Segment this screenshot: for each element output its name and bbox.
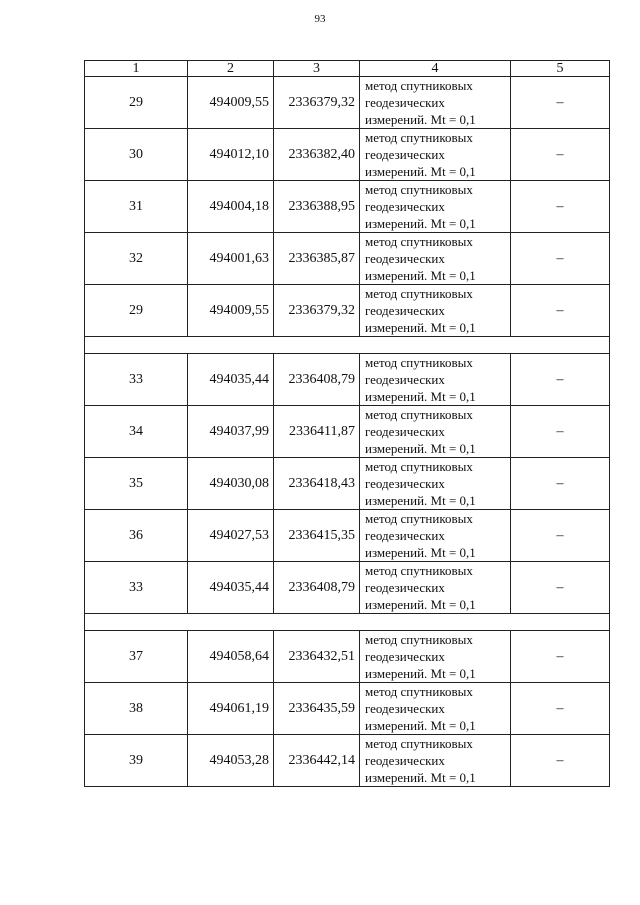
point-number-cell: 30 xyxy=(85,129,188,181)
method-cell xyxy=(360,129,511,181)
table-row xyxy=(85,354,610,406)
y-coordinate-cell: 2336408,79 xyxy=(274,562,360,614)
method-text-line: метод спутниковых xyxy=(365,511,473,526)
method-cell xyxy=(360,406,511,458)
method-text-line: метод спутниковых xyxy=(365,78,473,93)
x-coordinate-cell: 494027,53 xyxy=(188,510,274,562)
note-cell: – xyxy=(511,233,610,285)
method-text-line: метод спутниковых xyxy=(365,563,473,578)
method-cell xyxy=(360,510,511,562)
note-cell: – xyxy=(511,510,610,562)
method-text-line: измерений. Mt = 0,1 xyxy=(365,112,476,127)
note-cell: – xyxy=(511,631,610,683)
note-cell: – xyxy=(511,735,610,787)
x-coordinate-cell: 494037,99 xyxy=(188,406,274,458)
method-text-line: геодезических xyxy=(365,580,445,595)
table-row xyxy=(85,735,610,787)
table-row xyxy=(85,562,610,614)
method-text-line: метод спутниковых xyxy=(365,130,473,145)
note-cell: – xyxy=(511,683,610,735)
method-text-line: геодезических xyxy=(365,303,445,318)
table-row xyxy=(85,285,610,337)
method-text-line: геодезических xyxy=(365,199,445,214)
method-text-line: геодезических xyxy=(365,372,445,387)
coordinates-table xyxy=(84,60,610,787)
x-coordinate-cell: 494001,63 xyxy=(188,233,274,285)
y-coordinate-cell: 2336442,14 xyxy=(274,735,360,787)
y-coordinate-cell: 2336388,95 xyxy=(274,181,360,233)
point-number-cell: 39 xyxy=(85,735,188,787)
method-text-line: измерений. Mt = 0,1 xyxy=(365,268,476,283)
x-coordinate-cell: 494035,44 xyxy=(188,562,274,614)
method-text-line: геодезических xyxy=(365,649,445,664)
method-text-line: измерений. Mt = 0,1 xyxy=(365,545,476,560)
point-number-cell: 36 xyxy=(85,510,188,562)
y-coordinate-cell: 2336379,32 xyxy=(274,285,360,337)
table-header-row xyxy=(85,61,610,77)
method-text-line: измерений. Mt = 0,1 xyxy=(365,718,476,733)
method-text-line: геодезических xyxy=(365,701,445,716)
column-header-1: 1 xyxy=(85,61,188,77)
point-number-cell: 33 xyxy=(85,562,188,614)
method-text-line: метод спутниковых xyxy=(365,736,473,751)
method-text-line: измерений. Mt = 0,1 xyxy=(365,216,476,231)
table-row xyxy=(85,683,610,735)
method-text-line: геодезических xyxy=(365,528,445,543)
column-header-5: 5 xyxy=(511,61,610,77)
method-cell xyxy=(360,233,511,285)
method-text-line: метод спутниковых xyxy=(365,286,473,301)
column-header-2: 2 xyxy=(188,61,274,77)
method-text-line: измерений. Mt = 0,1 xyxy=(365,320,476,335)
point-number-cell: 33 xyxy=(85,354,188,406)
separator-cell xyxy=(85,337,610,354)
y-coordinate-cell: 2336415,35 xyxy=(274,510,360,562)
x-coordinate-cell: 494012,10 xyxy=(188,129,274,181)
method-text-line: измерений. Mt = 0,1 xyxy=(365,389,476,404)
method-text-line: метод спутниковых xyxy=(365,684,473,699)
x-coordinate-cell: 494035,44 xyxy=(188,354,274,406)
method-cell xyxy=(360,285,511,337)
y-coordinate-cell: 2336435,59 xyxy=(274,683,360,735)
method-text-line: измерений. Mt = 0,1 xyxy=(365,666,476,681)
y-coordinate-cell: 2336411,87 xyxy=(274,406,360,458)
table-row xyxy=(85,233,610,285)
x-coordinate-cell: 494009,55 xyxy=(188,77,274,129)
method-text-line: геодезических xyxy=(365,753,445,768)
group-separator-row xyxy=(85,337,610,354)
table-row xyxy=(85,181,610,233)
point-number-cell: 32 xyxy=(85,233,188,285)
x-coordinate-cell: 494030,08 xyxy=(188,458,274,510)
note-cell: – xyxy=(511,77,610,129)
y-coordinate-cell: 2336382,40 xyxy=(274,129,360,181)
method-text-line: метод спутниковых xyxy=(365,407,473,422)
x-coordinate-cell: 494009,55 xyxy=(188,285,274,337)
method-cell xyxy=(360,735,511,787)
column-header-4: 4 xyxy=(360,61,511,77)
table-row xyxy=(85,458,610,510)
x-coordinate-cell: 494053,28 xyxy=(188,735,274,787)
table-row xyxy=(85,631,610,683)
y-coordinate-cell: 2336418,43 xyxy=(274,458,360,510)
note-cell: – xyxy=(511,562,610,614)
method-text-line: измерений. Mt = 0,1 xyxy=(365,164,476,179)
method-text-line: метод спутниковых xyxy=(365,182,473,197)
method-text-line: измерений. Mt = 0,1 xyxy=(365,441,476,456)
x-coordinate-cell: 494004,18 xyxy=(188,181,274,233)
x-coordinate-cell: 494061,19 xyxy=(188,683,274,735)
point-number-cell: 34 xyxy=(85,406,188,458)
method-text-line: метод спутниковых xyxy=(365,632,473,647)
note-cell: – xyxy=(511,406,610,458)
y-coordinate-cell: 2336379,32 xyxy=(274,77,360,129)
method-cell xyxy=(360,354,511,406)
note-cell: – xyxy=(511,458,610,510)
y-coordinate-cell: 2336408,79 xyxy=(274,354,360,406)
method-text-line: измерений. Mt = 0,1 xyxy=(365,770,476,785)
note-cell: – xyxy=(511,285,610,337)
table-row xyxy=(85,510,610,562)
table-row xyxy=(85,129,610,181)
method-text-line: геодезических xyxy=(365,476,445,491)
method-text-line: метод спутниковых xyxy=(365,234,473,249)
point-number-cell: 31 xyxy=(85,181,188,233)
table-row xyxy=(85,406,610,458)
page-number: 93 xyxy=(314,13,326,25)
separator-cell xyxy=(85,614,610,631)
point-number-cell: 35 xyxy=(85,458,188,510)
method-text-line: геодезических xyxy=(365,251,445,266)
y-coordinate-cell: 2336432,51 xyxy=(274,631,360,683)
table-body xyxy=(85,77,610,787)
method-text-line: метод спутниковых xyxy=(365,459,473,474)
method-text-line: геодезических xyxy=(365,95,445,110)
method-cell xyxy=(360,181,511,233)
method-text-line: измерений. Mt = 0,1 xyxy=(365,493,476,508)
method-text-line: метод спутниковых xyxy=(365,355,473,370)
column-header-3: 3 xyxy=(274,61,360,77)
point-number-cell: 29 xyxy=(85,77,188,129)
method-text-line: геодезических xyxy=(365,147,445,162)
y-coordinate-cell: 2336385,87 xyxy=(274,233,360,285)
table-row xyxy=(85,77,610,129)
note-cell: – xyxy=(511,129,610,181)
method-cell xyxy=(360,683,511,735)
method-cell xyxy=(360,631,511,683)
x-coordinate-cell: 494058,64 xyxy=(188,631,274,683)
point-number-cell: 37 xyxy=(85,631,188,683)
note-cell: – xyxy=(511,181,610,233)
point-number-cell: 38 xyxy=(85,683,188,735)
method-cell xyxy=(360,77,511,129)
group-separator-row xyxy=(85,614,610,631)
method-cell xyxy=(360,458,511,510)
point-number-cell: 29 xyxy=(85,285,188,337)
method-text-line: геодезических xyxy=(365,424,445,439)
method-text-line: измерений. Mt = 0,1 xyxy=(365,597,476,612)
note-cell: – xyxy=(511,354,610,406)
method-cell xyxy=(360,562,511,614)
